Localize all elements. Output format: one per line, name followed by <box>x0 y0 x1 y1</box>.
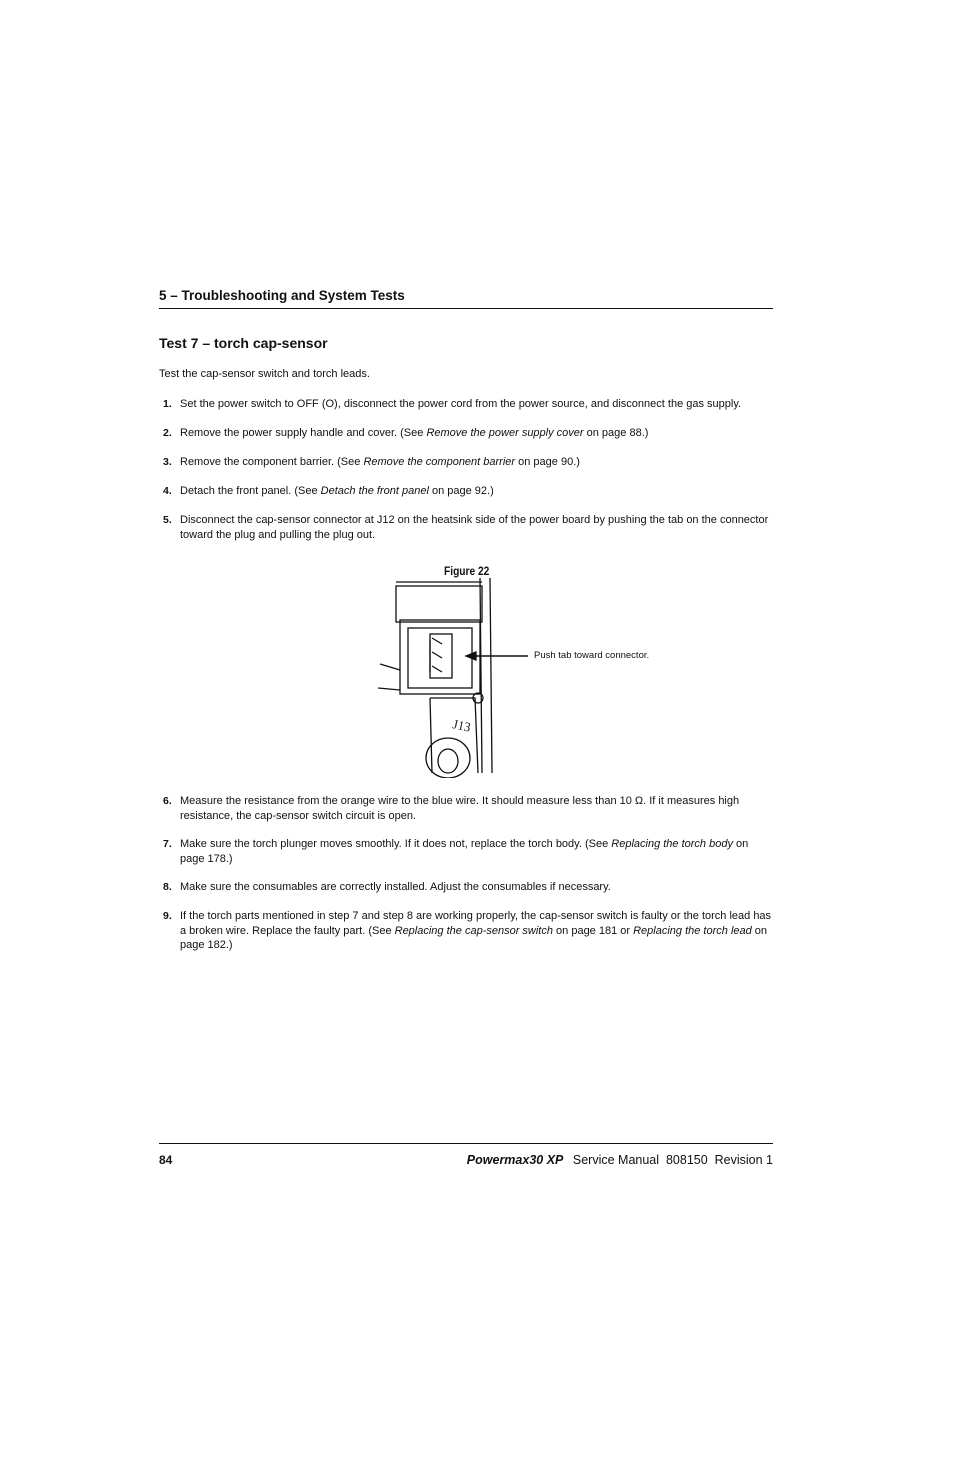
section-intro: Test the cap-sensor switch and torch leads. <box>159 368 370 380</box>
step-1 <box>159 397 774 412</box>
step-text: Measure the resistance from the orange wire to the blue wire. It should measure less than 10 Ω. If it measures high resistance, the cap-sensor switch circuit is open. <box>180 795 740 822</box>
step-3 <box>159 455 774 470</box>
step-8 <box>159 880 774 895</box>
footer-rule <box>159 1143 773 1144</box>
step-6 <box>159 794 774 823</box>
step-number: 1. <box>163 398 172 410</box>
step-text: Detach the front panel. (See Detach the front panel on page 92.) <box>180 485 494 497</box>
step-4 <box>159 484 774 499</box>
connector-illustration <box>370 578 670 778</box>
step-number: 2. <box>163 427 172 439</box>
document-id: Service Manual 808150 Revision 1 <box>572 1153 773 1167</box>
step-text: Remove the component barrier. (See Remove the component barrier on page 90.) <box>180 456 580 468</box>
step-number: 5. <box>163 514 172 526</box>
product-name: Powermax30 XP <box>466 1153 564 1167</box>
board-marking: J13 <box>451 716 473 735</box>
chapter-heading: 5 – Troubleshooting and System Tests <box>159 288 405 303</box>
cross-reference: Replacing the torch lead <box>633 924 752 937</box>
step-text: Make sure the consumables are correctly installed. Adjust the consumables if necessary. <box>180 881 611 893</box>
step-text: If the torch parts mentioned in step 7 and step 8 are working properly, the cap-sensor switch is faulty or the torch lead has a broken wire. Replace the faulty part. (See Replacing the cap-sensor switch on page 181 or Replacing the torch lead on page 182.) <box>180 910 772 951</box>
step-number: 4. <box>163 485 172 497</box>
section-title: Test 7 – torch cap-sensor <box>159 335 328 351</box>
cross-reference: Replacing the torch body <box>611 838 733 850</box>
step-2 <box>159 426 774 441</box>
step-text: Make sure the torch plunger moves smoothly. If it does not, replace the torch body. (See Replacing the torch body on page 178.) <box>180 838 749 865</box>
figure-callout: Push tab toward connector. <box>534 650 650 661</box>
step-7 <box>159 837 774 866</box>
step-5 <box>159 513 774 542</box>
chapter-rule <box>159 308 773 309</box>
step-text: Set the power switch to OFF (O), disconnect the power cord from the power source, and disconnect the gas supply. <box>180 398 742 410</box>
footer-doc-info <box>467 1153 773 1167</box>
step-text: Remove the power supply handle and cover. (See Remove the power supply cover on page 88.) <box>180 427 649 439</box>
cross-reference: Remove the power supply cover <box>426 427 584 439</box>
step-number: 7. <box>163 838 172 850</box>
step-9 <box>159 909 774 953</box>
step-number: 3. <box>163 456 172 468</box>
step-number: 9. <box>163 910 172 922</box>
cross-reference: Detach the front panel <box>320 485 429 497</box>
step-number: 6. <box>163 795 172 807</box>
figure-label: Figure 22 <box>444 564 490 578</box>
step-number: 8. <box>163 881 172 893</box>
step-text: Disconnect the cap-sensor connector at J12 on the heatsink side of the power board by pushing the tab on the connector toward the plug and pulling the plug out. <box>180 514 769 541</box>
page-number: 84 <box>159 1153 173 1167</box>
cross-reference: Remove the component barrier <box>363 456 516 468</box>
cross-reference: Replacing the cap-sensor switch <box>394 924 553 937</box>
